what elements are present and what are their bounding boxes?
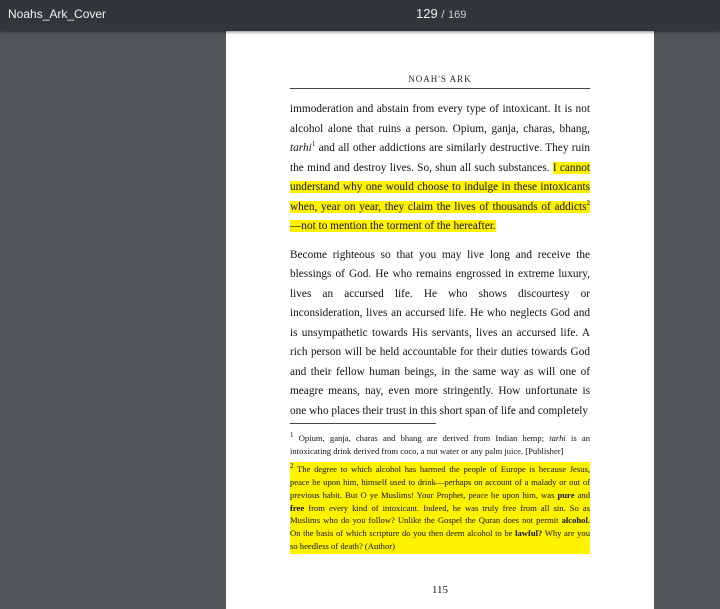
footnote-1-marker: 1 — [290, 431, 294, 440]
page-indicator — [416, 6, 466, 21]
footnote-2-text-c: from every kind of intoxicant. Indeed, he was truly free from all sin. So as Muslims who do you follow? Unlike the Gospel the Quran does not permit — [290, 502, 590, 526]
footnote-2-marker: 2 — [290, 461, 294, 470]
footnote-2-text-b: and — [574, 489, 590, 500]
page-body — [290, 100, 590, 421]
footnote-rule — [290, 423, 436, 424]
footnote-ref-2[interactable]: 2 — [586, 198, 590, 207]
footnote-2-bold-pure: pure — [557, 489, 575, 500]
tarhi-term: tarhi — [290, 142, 312, 154]
footnote-2-highlighted — [290, 462, 590, 554]
paragraph-1-text-b: and all other addictions are similarly destructive. They ruin the mind and destroy lives. So, shun all such substances. — [290, 142, 590, 174]
highlighted-text-a: I cannot understand why one would choose to indulge in these intoxicants when, year on year, they claim the lives of thousands of addicts — [290, 161, 591, 213]
paragraph-1 — [290, 100, 590, 237]
footnote-2-bold-alcohol: alcohol — [561, 515, 588, 526]
footnote-1-tarhi: tarhi — [549, 433, 566, 443]
footnote-2-text-d: . On the basis of which scripture do you then deem alcohol to be — [290, 515, 590, 539]
document-title: Noahs_Ark_Cover — [8, 7, 107, 21]
pdf-toolbar — [0, 0, 720, 31]
paragraph-1-text-a: immoderation and abstain from every type of intoxicant. It is not alcohol alone that ruins a person. Opium, ganja, charas, bhang, — [290, 103, 590, 135]
footnote-2-bold-free: free — [290, 502, 305, 513]
current-page-number[interactable]: 129 — [416, 6, 438, 21]
footnote-2-text-e: Why are you so heedless of death? (Author) — [290, 528, 590, 552]
page-number: 115 — [431, 584, 449, 596]
footnotes — [290, 432, 590, 554]
footnote-ref-1[interactable]: 1 — [311, 140, 316, 149]
footnote-1 — [290, 432, 590, 458]
highlighted-text-b: —not to mention the torment of the hereafter. — [290, 220, 496, 232]
footnote-2-text-a: The degree to which alcohol has harmed the people of Europe is because Jesus, peace be upon him, himself used to drink—perhaps on account of a malady or out of previous habit. But O ye Muslims! Your Prophet, peace be upon him, was — [290, 463, 590, 500]
footnote-1-text-a: Opium, ganja, charas and bhang are derived from Indian hemp; — [293, 433, 550, 443]
paragraph-2: Become righteous so that you may live long and receive the blessings of God. He who remains engrossed in extreme luxury, lives an accursed life. He who shows discourtesy or inconsideration, lives an accursed life. He who neglects God and is unsympathetic towards His servants, lives an accursed life. A rich person will be held accountable for their duties towards God and their fellow human beings, in the same way as will one of meagre means, nay, even more stringently. How unfortunate is one who places their trust in this short span of life and completely — [290, 248, 590, 417]
footnote-2-bold-lawful: lawful? — [515, 528, 543, 539]
footnote-1-text-b: is an intoxicating drink derived from coco, a nut water or any palm juice. [Publisher] — [290, 433, 591, 456]
running-head: NOAH'S ARK — [408, 74, 472, 84]
document-page — [226, 31, 654, 609]
page-separator: / — [441, 9, 445, 21]
header-rule — [290, 88, 590, 89]
total-pages: 169 — [448, 9, 467, 21]
